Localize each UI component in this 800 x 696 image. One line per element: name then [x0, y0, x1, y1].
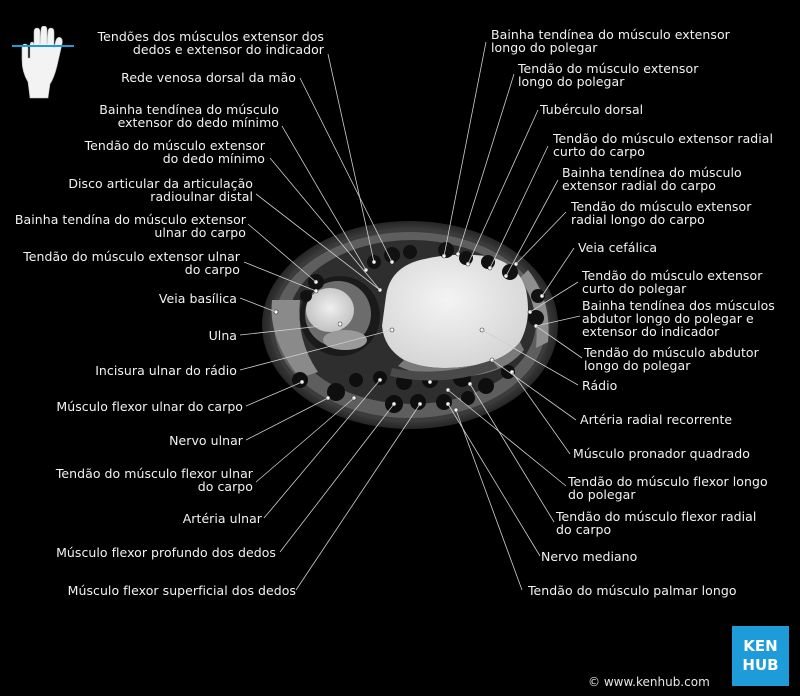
label-left-12: Nervo ulnar — [169, 433, 243, 448]
credit-text: © www.kenhub.com — [588, 675, 710, 689]
label-right-14: Tendão do músculo flexor longo do polegar — [568, 474, 768, 502]
label-right-16: Nervo mediano — [541, 549, 638, 564]
label-right-17: Tendão do músculo palmar longo — [528, 583, 737, 598]
label-left-7: Tendão do músculo extensor ulnar do carpo — [23, 249, 240, 277]
label-left-10: Incisura ulnar do rádio — [95, 363, 237, 378]
logo-line-2: HUB — [742, 656, 779, 674]
label-right-10: Tendão do músculo abdutor longo do polegar — [584, 345, 759, 373]
label-left-5: Disco articular da articulação radioulnar distal — [68, 176, 253, 204]
logo-line-1: KEN — [743, 637, 778, 655]
label-right-9: Bainha tendínea dos músculos abdutor longo do polegar e extensor do indicador — [582, 298, 775, 339]
hand-orientation-icon — [12, 26, 74, 100]
label-right-5: Bainha tendínea do músculo extensor radial do carpo — [562, 165, 742, 193]
label-left-6: Bainha tendína do músculo extensor ulnar do carpo — [14, 212, 246, 240]
label-right-1: Bainha tendínea do músculo extensor longo do polegar — [491, 27, 730, 55]
label-left-3: Bainha tendínea do músculo extensor do dedo mínimo — [99, 102, 279, 130]
label-left-15: Músculo flexor profundo dos dedos — [56, 545, 276, 560]
label-right-2: Tendão do músculo extensor longo do polegar — [518, 61, 699, 89]
label-right-13: Músculo pronador quadrado — [573, 446, 750, 461]
label-left-2: Rede venosa dorsal da mão — [121, 70, 296, 85]
label-right-7: Veia cefálica — [578, 240, 658, 255]
label-right-3: Tubérculo dorsal — [540, 102, 644, 117]
kenhub-logo[interactable] — [732, 626, 789, 686]
label-left-11: Músculo flexor ulnar do carpo — [56, 399, 243, 414]
label-left-4: Tendão do músculo extensor do dedo mínimo — [84, 138, 265, 166]
label-left-14: Artéria ulnar — [182, 511, 262, 526]
label-left-16: Músculo flexor superficial dos dedos — [67, 583, 296, 598]
label-left-9: Ulna — [208, 328, 237, 343]
label-right-6: Tendão do músculo extensor radial longo do carpo — [571, 199, 752, 227]
label-left-1: Tendões dos músculos extensor dos dedos e extensor do indicador — [97, 29, 324, 57]
label-right-15: Tendão do músculo flexor radial do carpo — [556, 509, 757, 537]
label-left-13: Tendão do músculo flexor ulnar do carpo — [55, 466, 253, 494]
label-right-12: Artéria radial recorrente — [580, 412, 733, 427]
label-right-8: Tendão do músculo extensor curto do polegar — [582, 268, 763, 296]
label-right-4: Tendão do músculo extensor radial curto do carpo — [553, 131, 774, 159]
label-left-8: Veia basílica — [158, 291, 237, 306]
label-right-11: Rádio — [582, 378, 618, 393]
